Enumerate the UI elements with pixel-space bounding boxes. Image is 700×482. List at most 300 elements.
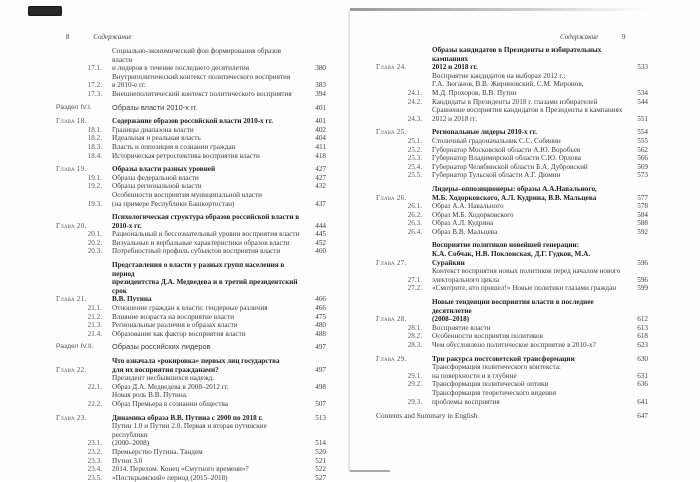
entry-title-line: на поверхности и в глубине [432,371,517,380]
entry-title-line: президентства Д.А. Медведева и в третий президентский срок [112,278,298,295]
entry-page-number: 613 [637,323,648,332]
entry-title [110,414,302,423]
toc-entry-chap [56,117,326,126]
entry-title [110,134,302,143]
entry-title-line: «Посткрымский» период (2015–2018) [112,473,228,482]
entry-page-number: 401 [315,103,326,112]
entry-title [430,241,624,267]
entry-page-number: 618 [637,332,648,341]
entry-number: 21.2. [87,312,102,321]
entry-title-line: Идеальная и реальная власть [112,134,201,143]
entry-title [110,230,302,239]
entry-number: 24.3. [407,114,422,123]
toc-entry-sub [56,134,326,143]
entry-page-number: 480 [315,321,326,330]
entry-page-number: 573 [637,171,648,180]
entry-number: 25.2. [407,145,422,154]
entry-number: 22.1. [87,382,102,391]
toc-entry-sect [56,343,326,352]
entry-title [430,219,624,228]
toc-entry-chap [376,241,648,267]
entry-number: 28.3. [407,341,422,349]
entry-title [110,174,302,183]
entry-title-line: Восприятие кандидатов на выборах 2012 г.: [432,71,566,80]
entry-title [430,146,624,155]
toc-entry-sub [56,321,326,330]
entry-title [110,304,302,313]
entry-page-number: 544 [637,97,648,106]
entry-page-number: 427 [315,165,326,174]
entry-number: Глава 26. [376,193,407,202]
entry-title-line: Социально-экономический фон формирования образов власти [112,47,282,64]
toc-entry-sub [56,457,326,466]
entry-title-line: Трансформация политического контекста: [432,363,561,372]
toc-entry-sub [56,152,326,161]
entry-title-line: М.Д. Прохоров, В.В. Путин [432,88,517,97]
entry-title [110,474,302,482]
entry-title-line: Образ Премьера в сознании общества [112,399,229,408]
entry-title [430,211,624,220]
page-number: 8 [66,33,70,41]
entry-title [430,72,624,98]
toc-entry-sub [376,324,648,333]
toc-entry-sub [56,330,326,339]
entry-page-number: 460 [315,247,326,256]
entry-page-number: 394 [315,89,326,98]
entry-title [110,330,302,339]
entry-title [430,128,624,137]
entry-title-line: Образы региональной власти [112,182,202,191]
entry-title [430,202,624,211]
entry-title-line: Образ Д.А. Медведева в 2008–2012 гг. [112,382,229,391]
toc-entry-sub [56,422,326,448]
toc-entry-chap [376,298,648,324]
entry-title-line: «Смотрите, кто пришел!» Новые политики глазами граждан [432,284,617,293]
entry-page-number: 551 [637,114,648,123]
toc-entry-sect [56,104,326,113]
entry-number: 17.3. [87,89,102,98]
entry-number: 24.1. [407,88,422,97]
entry-title [376,412,624,421]
entry-page-number: 584 [637,210,648,219]
entry-title [430,298,624,324]
entry-title-line: Чем обусловлено политическое восприятие в 2010-х? [432,341,596,349]
entry-page-number: 555 [637,136,648,145]
toc-entry-sub [56,143,326,152]
entry-title-line: Историческая ретроспектива восприятия власти [112,151,260,160]
toc-entry-sub [56,90,326,99]
entry-page-number: 452 [315,238,326,247]
entry-title [110,152,302,161]
entry-title [430,380,624,389]
toc-entry-chap [376,185,648,202]
entry-page-number: 527 [315,473,326,482]
entry-title-line: (2000–2008) [112,439,150,448]
entry-title [110,165,302,174]
toc-entry-sub [56,126,326,135]
entry-page-number: 432 [315,182,326,191]
entry-page-number: 402 [315,125,326,134]
running-head-left [66,33,131,41]
entry-title [110,104,302,113]
toc-entry-sub [376,171,648,180]
entry-title-line: Губернатор Владимирской области С.Ю. Орлова [432,154,581,163]
entry-title-line: проблемы восприятия [432,397,500,406]
entry-number: 20.1. [87,230,102,239]
entry-number: 28.2. [407,332,422,341]
toc-entry-sub [56,47,326,73]
entry-number: 22.2. [87,399,102,408]
entry-number: 21.4. [87,329,102,338]
entry-title-line: Кандидаты в Президенты 2018 г. глазами избирателей [432,97,598,106]
entry-number: Глава 21. [56,295,87,304]
entry-title-line: 2012 и 2018 гг. [432,63,478,72]
entry-page-number: 445 [315,230,326,239]
entry-title-line: Образы кандидатов в Президенты в избирательных кампаниях [432,46,602,63]
entry-title-line: Образы власти разных уровней [112,165,216,174]
toc-entry-sub [56,174,326,183]
entry-page-number: 383 [315,81,326,90]
entry-number: 18.2. [87,134,102,143]
entry-title-line: Что означала «рокировка» первых лиц государства [112,357,280,365]
entry-title [110,374,302,391]
entry-title-line: Образ В.В. Мальцева [432,227,498,236]
toc-entry-sub [56,465,326,474]
entry-page-number: 596 [637,258,648,267]
entry-title [430,163,624,172]
toc-entry-chap [56,414,326,423]
entry-page-number: 522 [315,465,326,474]
toc-entry-chap [56,165,326,174]
entry-title-line: Губернатор Тульской области А.Г. Дюмин [432,171,561,180]
entry-title-line: Образы федеральной власти [112,173,199,182]
toc-entry-sub [56,239,326,248]
entry-page-number: 514 [315,439,326,448]
entry-number: 29.3. [407,397,422,406]
entry-page-number: 566 [637,154,648,163]
toc-entry-sub [376,267,648,284]
entry-title-line: Трансформация политической оптики [432,380,549,389]
entry-page-number: 444 [315,221,326,230]
entry-title [110,191,302,208]
entry-title-line: Особенности восприятия политиков [432,332,544,341]
entry-title [430,137,624,146]
entry-title [110,182,302,191]
toc-entry-sub [56,191,326,208]
entry-page-number: 437 [315,199,326,208]
toc-entry-sub [56,474,326,482]
entry-number: 28.1. [407,323,422,332]
entry-title [430,171,624,180]
entry-page-number: 554 [637,128,648,137]
entry-title-line: (на примере Республики Башкортостан) [112,199,235,208]
entry-title-line: Власть и оппозиция в сознании граждан [112,142,236,151]
entry-title-line: (2008–2018) [432,315,470,324]
entry-title [110,465,302,474]
entry-page-number: 401 [315,117,326,126]
entry-title [430,363,624,380]
entry-page-number: 562 [637,145,648,154]
entry-title-line: К.А. Собчак, Н.В. Поклонская, Д.Г. Гудков, М.А. Сурайкин [432,250,591,267]
entry-title-line: Особенности восприятия муниципальной власти [112,190,262,199]
entry-title-line: Путин 3.0 [112,456,143,465]
entry-title-line: Премьерство Путина. Тандем [112,447,203,456]
binder-clip [28,6,62,16]
running-head-right [560,33,625,41]
entry-title [110,261,302,304]
entry-page-number: 404 [315,134,326,143]
entry-title-line: Психологическая структура образов российской власти в 2010-х гг. [112,213,300,230]
entry-title-line: Границы диапазона власти [112,125,194,134]
running-head-title: Содержание [93,33,132,41]
toc-entry-chap [376,355,648,364]
entry-title-line: Представления о власти у разных групп населения в период [112,261,285,278]
toc-entry-sub [376,202,648,211]
entry-number: 26.4. [407,227,422,236]
entry-number: Глава 27. [376,258,407,267]
entry-title [110,47,302,73]
entry-page-number: 520 [315,447,326,456]
entry-title-line: Образ А.Л. Кудрина [432,219,494,228]
entry-title-line: Образы российских лидеров [112,342,211,352]
entry-number: 29.1. [407,371,422,380]
toc-entry-sub [56,182,326,191]
entry-page-number: 631 [637,371,648,380]
toc-entry-sub [376,228,648,237]
entry-title-line: Губернатор Московской области А.Ю. Воробьев [432,145,581,154]
toc-entry-sub [376,154,648,163]
entry-number: 18.1. [87,125,102,134]
entry-title-line: 2012 и 2018 гг. [432,114,477,123]
entry-title-line: Трансформация теоретического видения [432,388,557,397]
entry-number: 21.1. [87,304,102,313]
entry-title-line: 2014. Перелом. Конец «Смутного времени»? [112,465,249,474]
entry-number: 27.1. [407,275,422,284]
entry-title [110,422,302,448]
entry-title [110,313,302,322]
entry-title-line: Отношение граждан к власти: гендерные различия [112,304,268,313]
toc-entry-sub [376,98,648,107]
entry-number: 18.3. [87,142,102,151]
entry-title [430,267,624,284]
entry-title-line: Контекст восприятия новых политиков перед началом нового [432,267,621,276]
entry-title [430,185,624,202]
entry-page-number: 507 [315,399,326,408]
table-of-contents-right [376,41,648,421]
entry-number: 25.1. [407,136,422,145]
entry-title [110,391,302,408]
entry-page-number: 497 [315,365,326,374]
entry-title-line: Лидеры–оппозиционеры: образы А.А.Навального, [432,184,597,193]
running-head-title: Содержание [560,33,599,41]
entry-title-line: Образ М.Б. Ходорковского [432,210,514,219]
entry-title [110,117,302,126]
entry-page-number: 411 [315,142,326,151]
toc-entry-sub [376,389,648,406]
entry-number: Раздел IV.II. [56,343,94,351]
entry-page-number: 466 [315,304,326,313]
entry-page-number: 513 [315,413,326,422]
entry-title [430,106,624,123]
entry-number: 20.3. [87,247,102,256]
entry-title [430,389,624,406]
entry-title-line: В.В. Путина [112,295,152,304]
entry-page-number: 578 [637,202,648,211]
toc-entry-sub [376,341,648,350]
entry-title-line: Образы власти 2010-х гг. [112,102,198,112]
entry-number: Глава 25. [376,128,407,137]
entry-title-line: Новые тенденции восприятия власти в последнее десятилетие [432,298,594,315]
entry-title [430,154,624,163]
entry-number: 27.2. [407,284,422,293]
toc-entry-sub [56,247,326,256]
entry-number: 29.2. [407,380,422,389]
entry-number: 19.3. [87,199,102,208]
entry-page-number: 577 [637,193,648,202]
entry-title-line: в 2010-е гг. [112,81,146,90]
entry-number: Глава 23. [56,413,87,422]
entry-title [430,324,624,333]
entry-title-line: Столичный градоначальник С.С. Собянин [432,136,561,145]
entry-title [110,343,302,352]
entry-number: Глава 19. [56,165,87,174]
page-number: 9 [621,33,626,41]
entry-page-number: 497 [315,343,326,352]
entry-title [430,228,624,237]
entry-title-line: Внешнеполитический контекст политического восприятия [112,89,292,98]
toc-entry-sub [376,380,648,389]
entry-page-number: 647 [637,412,648,421]
entry-number: 25.3. [407,154,422,163]
entry-number: 26.3. [407,219,422,228]
entry-title-line: Восприятие политиков новейшей генерации: [432,241,580,250]
entry-title-line: Сравнение восприятия кандидатов в Президенты в кампаниях [432,106,623,115]
right-page [350,0,700,480]
entry-title-line: Региональные лидеры 2010-х гг. [432,128,537,137]
toc-entry-sub [376,363,648,380]
entry-number: 23.4. [87,465,102,474]
entry-page-number: 612 [637,315,648,324]
entry-title-line: Влияние возраста на восприятие власти [112,312,235,321]
entry-page-number: 630 [637,354,648,363]
entry-page-number: 592 [637,227,648,236]
entry-page-number: 380 [315,64,326,73]
entry-title [110,239,302,248]
entry-title-line: Новая роль В.В. Путина. [112,391,188,400]
entry-number: 23.2. [87,447,102,456]
entry-number: 23.5. [87,473,102,482]
entry-page-number: 596 [637,275,648,284]
entry-page-number: 641 [637,397,648,406]
entry-title-line: Три ракурса постсоветской трансформации [432,354,575,363]
toc-entry-sub [56,448,326,457]
entry-number: 25.5. [407,171,422,180]
entry-title-line: Образ А.А. Навального [432,202,504,211]
entry-title-line: М.Б. Ходорковского, А.Л. Кудрина, В.В. Мальцева [432,193,597,202]
entry-page-number: 427 [315,173,326,182]
toc-entry-plain [376,412,648,421]
entry-page-number: 599 [637,284,648,293]
entry-page-number: 466 [315,295,326,304]
entry-number: 18.4. [87,151,102,160]
table-of-contents-left [56,47,326,482]
entry-title [110,90,302,99]
toc-entry-sub [376,137,648,146]
entry-number: 26.2. [407,210,422,219]
toc-entry-sub [376,163,648,172]
entry-page-number: 475 [315,312,326,321]
entry-title-line: Визуальные и вербальные характеристики образов власти [112,238,290,247]
entry-number: Глава 22. [56,365,87,374]
entry-page-number: 521 [315,456,326,465]
toc-entry-sub [376,219,648,228]
entry-number: 25.4. [407,162,422,171]
left-page [0,0,350,480]
toc-entry-sub [376,211,648,220]
toc-entry-chap [56,357,326,374]
entry-title [110,143,302,152]
entry-title-line: для их восприятия гражданами? [112,365,219,374]
entry-number: 19.2. [87,182,102,191]
entry-number: 17.1. [87,64,102,73]
toc-entry-sub [376,332,648,341]
entry-title [110,247,302,256]
entry-page-number: 534 [637,88,648,97]
toc-entry-chap [56,213,326,230]
entry-title [430,355,624,364]
entry-title [430,98,624,107]
entry-page-number: 498 [315,382,326,391]
toc-entry-sub [56,313,326,322]
entry-number: 23.1. [87,439,102,448]
entry-number: Глава 29. [376,354,407,363]
entry-title [430,341,624,350]
entry-number: Глава 24. [376,63,407,72]
entry-number: 17.2. [87,81,102,90]
entry-number: 24.2. [407,97,422,106]
entry-title-line: Путин 1.0 и Путин 2.0. Первая и вторая путинские республики [112,422,267,439]
entry-title-line: электорального цикла [432,275,500,284]
entry-title [110,213,302,230]
toc-entry-sub [56,230,326,239]
toc-entry-sub [376,284,648,293]
entry-title-line: Региональные различия в образах власти [112,321,238,330]
toc-entry-sub [376,72,648,98]
entry-title-line: Содержание образов российской власти 2010-х гг. [112,117,273,126]
entry-title-line: Потребностный профиль субъектов восприятия власти [112,247,281,256]
entry-title-line: и лидеров в течение последнего десятилетия [112,64,250,73]
entry-title-line: Динамика образа В.В. Путина с 2000 по 2018 г. [112,413,263,422]
entry-number: 19.1. [87,173,102,182]
entry-title [430,332,624,341]
entry-title-line: Рациональный и бессознательный уровни восприятия власти [112,230,300,239]
toc-entry-chap [376,128,648,137]
entry-page-number: 588 [637,219,648,228]
entry-title [430,46,624,72]
entry-number: 21.3. [87,321,102,330]
entry-number: 23.3. [87,456,102,465]
entry-number: 26.1. [407,202,422,211]
entry-title [110,357,302,374]
toc-entry-chap [56,261,326,304]
entry-title [110,126,302,135]
entry-title-line: Г.А. Зюганов, В.В. Жириновский, С.М. Миронов, [432,80,584,89]
toc-entry-chap [376,46,648,72]
toc-entry-sub [376,106,648,123]
entry-page-number: 418 [315,151,326,160]
toc-entry-sub [56,304,326,313]
entry-title [110,321,302,330]
